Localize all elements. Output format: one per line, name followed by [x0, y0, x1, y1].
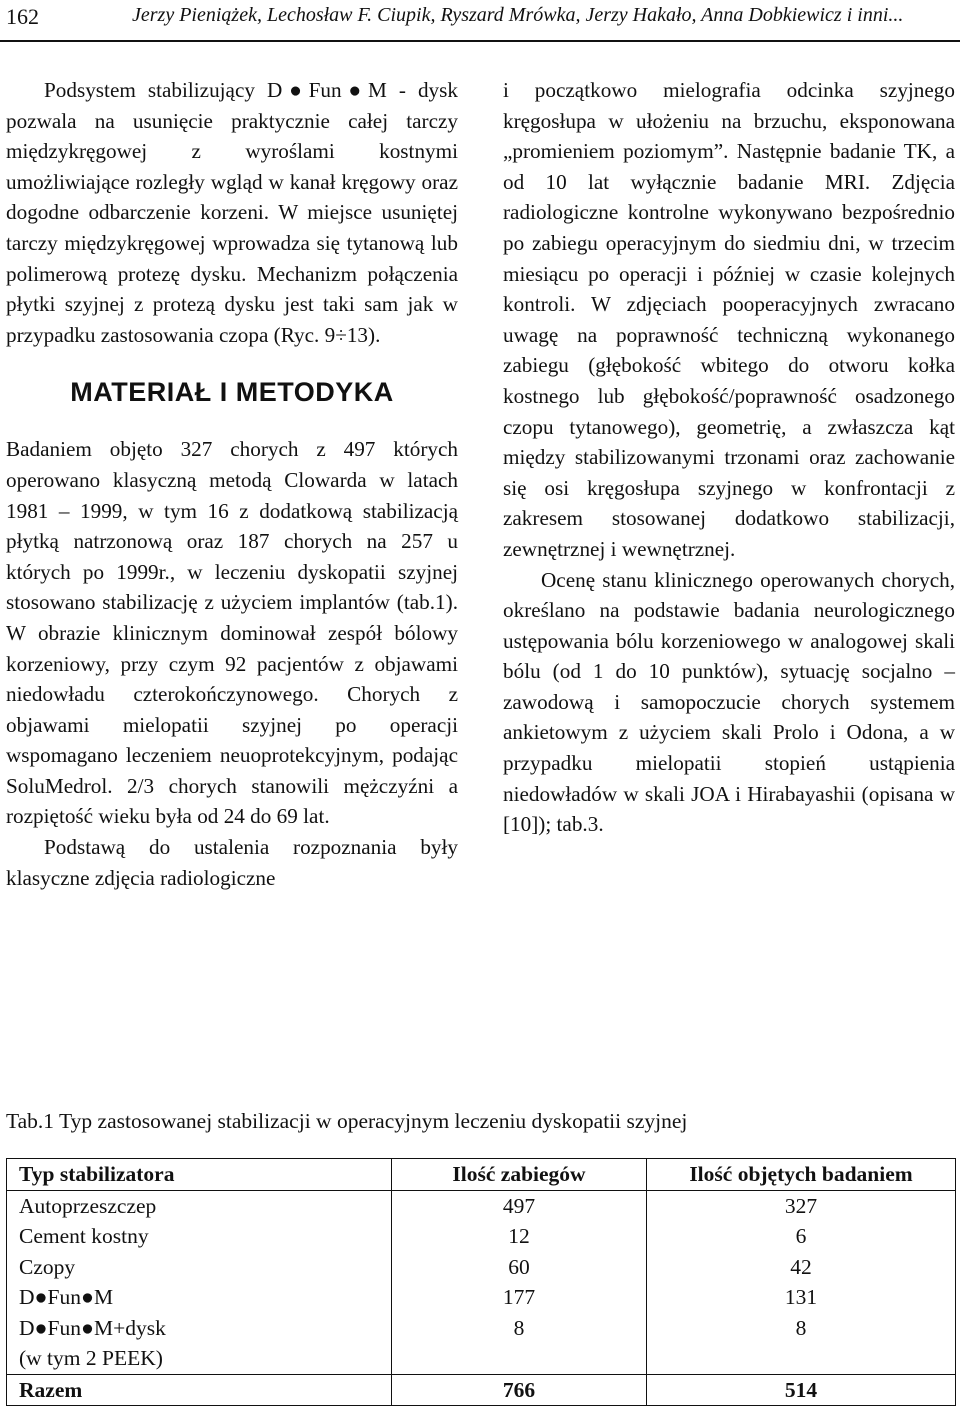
- section-heading-material-methods: MATERIAŁ I METODYKA: [70, 377, 394, 408]
- table-cell: 177: [392, 1282, 647, 1313]
- table-cell: 766: [392, 1374, 647, 1406]
- table-row: [7, 1190, 956, 1221]
- table-row: [7, 1282, 956, 1313]
- column-header: Ilość objętych badaniem: [647, 1159, 956, 1191]
- table-cell: 6: [647, 1221, 956, 1252]
- stabilization-table: [6, 1158, 956, 1406]
- table-row: [7, 1221, 956, 1252]
- table-cell: 8: [647, 1313, 956, 1344]
- table-caption: Tab.1 Typ zastosowanej stabilizacji w operacyjnym leczeniu dyskopatii szyjnej: [6, 1109, 688, 1133]
- table-cell: [392, 1343, 647, 1374]
- table-cell: 327: [647, 1190, 956, 1221]
- paragraph-diagnosis-basis: Podstawą do ustalenia rozpoznania były klasyczne zdjęcia radiologiczne: [6, 835, 458, 890]
- table-cell: 8: [392, 1313, 647, 1344]
- paragraph-subsystem-intro: Podsystem stabilizujący D●Fun●M - dysk pozwala na usunięcie praktycznie całej tarczy międzykręgowej z wyroślami kostnymi umożliwiające rozległy wgląd w kanał kręgowy oraz dogodne odbarczenie korzeni. W miejsce usuniętej tarczy międzykręgowej wprowadza się tytanową lub polimerową protezę dysku. Mechanizm połączenia płytki szyjnej z protezą dysku jest taki sam jak w przypadku zastosowania czopa (Ryc. 9÷13).: [6, 78, 458, 347]
- table-total-row: [7, 1374, 956, 1406]
- page-number: 162: [6, 4, 39, 29]
- table-cell: [647, 1343, 956, 1374]
- paragraph-imaging-continued: i początkowo mielografia odcinka szyjnego kręgosłupa w ułożeniu na brzuchu, eksponowana „promieniem poziomym”. Następnie badanie TK, a od 10 lat wyłącznie badanie MRI. Zdjęcia radiologiczne kontrolne wykonywano bezpośrednio po zabiegu operacyjnym do siedmiu dni, w trzecim miesiącu po operacji i później w czasie kolejnych kontroli. W zdjęciach pooperacyjnych zwracano uwagę na poprawność techniczną wykonanego zabiegu (głębokość wbitego do otworu kołka kostnego lub głębokość/poprawność osadzonego czopu tytanowego), geometrię, a zwłaszcza kąt między stabilizowanymi trzonami oraz zachowanie się osi kręgosłupa szyjnego w konfrontacji z zakresem stosowanej dodatkowo stabilizacji, zewnętrznej i wewnętrznej.: [503, 78, 955, 561]
- left-column: [6, 75, 458, 893]
- table-cell: 42: [647, 1252, 956, 1283]
- table-cell: (w tym 2 PEEK): [7, 1343, 392, 1374]
- table-cell: Autoprzeszczep: [7, 1190, 392, 1221]
- table-cell: Czopy: [7, 1252, 392, 1283]
- column-header: Typ stabilizatora: [7, 1159, 392, 1191]
- table-cell: Razem: [7, 1374, 392, 1406]
- table-cell: 514: [647, 1374, 956, 1406]
- running-header-authors: Jerzy Pieniążek, Lechosław F. Ciupik, Ryszard Mrówka, Jerzy Hakało, Anna Dobkiewicz i inni...: [132, 4, 904, 26]
- paragraph-material: Badaniem objęto 327 chorych z 497 których operowano klasyczną metodą Clowarda w latach 1981 – 1999, w tym 16 z dodatkową stabilizacją płytką natrzonową oraz 187 chorych na 257 u których po 1999r., w leczeniu dyskopatii szyjnej stosowano stabilizację z użyciem implantów (tab.1). W obrazie klinicznym dominował zespół bólowy korzeniowy, przy czym 92 pacjentów z objawami niedowładu czterokończynowego. Chorych z objawami mielopatii szyjnej po operacji wspomagano leczeniem neuoprotekcyjnym, podając SoluMedrol. 2/3 chorych stanowili mężczyźni a rozpiętość wieku była od 24 do 69 lat.: [6, 437, 458, 829]
- table-row: [7, 1313, 956, 1344]
- paragraph-clinical-assessment: Ocenę stanu klinicznego operowanych chorych, określano na podstawie badania neurologicznego ustępowania bólu korzeniowego w analogowej skali bólu (od 1 do 10 punktów), sytuację socjalno – zawodową i samopoczucie chorych systemem ankietowym z użyciem skali Prolo i Odona, a w przypadku mielopatii stopień ustąpienia niedowładów w skali JOA i Hirabayashii (opisana w [10]); tab.3.: [503, 567, 955, 837]
- page-header: [0, 0, 960, 42]
- table-cell: D●Fun●M: [7, 1282, 392, 1313]
- table-row: [7, 1252, 956, 1283]
- table-header-row: [7, 1159, 956, 1191]
- table-cell: 497: [392, 1190, 647, 1221]
- table-cell: 12: [392, 1221, 647, 1252]
- right-column: [503, 75, 955, 840]
- table-cell: 131: [647, 1282, 956, 1313]
- table-cell: 60: [392, 1252, 647, 1283]
- table-cell: D●Fun●M+dysk: [7, 1313, 392, 1344]
- table-row: [7, 1343, 956, 1374]
- column-header: Ilość zabiegów: [392, 1159, 647, 1191]
- table-cell: Cement kostny: [7, 1221, 392, 1252]
